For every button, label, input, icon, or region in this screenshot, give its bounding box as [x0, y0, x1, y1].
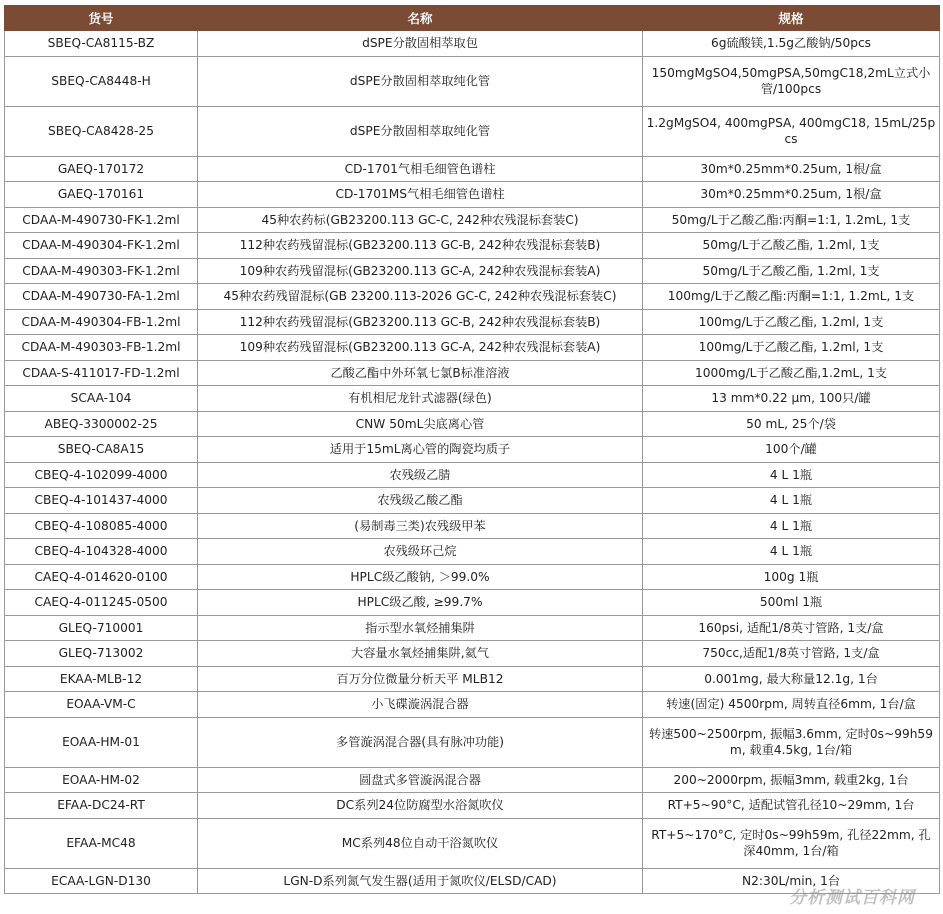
- cell-name: 农残级乙腈: [198, 462, 643, 488]
- cell-code: EOAA-HM-01: [5, 717, 198, 767]
- header-row: [5, 6, 940, 31]
- cell-code: GLEQ-710001: [5, 615, 198, 641]
- cell-code: CDAA-M-490730-FK-1.2ml: [5, 207, 198, 233]
- cell-name: 农残级环己烷: [198, 539, 643, 565]
- cell-name: HPLC级乙酸钠, ＞99.0%: [198, 564, 643, 590]
- table-row: [5, 182, 940, 208]
- cell-spec: 500ml 1瓶: [643, 590, 940, 616]
- cell-spec: 100mg/L于乙酸乙酯, 1.2ml, 1支: [643, 335, 940, 361]
- cell-name: 112种农药残留混标(GB23200.113 GC-B, 242种农残混标套装B): [198, 309, 643, 335]
- cell-code: EFAA-DC24-RT: [5, 793, 198, 819]
- cell-spec: 4 L 1瓶: [643, 539, 940, 565]
- cell-name: 小飞碟漩涡混合器: [198, 692, 643, 718]
- cell-name: 农残级乙酸乙酯: [198, 488, 643, 514]
- table-row: [5, 590, 940, 616]
- cell-spec: 6g硫酸镁,1.5g乙酸钠/50pcs: [643, 31, 940, 57]
- cell-spec: 100g 1瓶: [643, 564, 940, 590]
- cell-name: dSPE分散固相萃取包: [198, 31, 643, 57]
- cell-spec: 750cc,适配1/8英寸管路, 1支/盒: [643, 641, 940, 667]
- cell-code: SBEQ-CA8448-H: [5, 56, 198, 106]
- cell-code: CBEQ-4-108085-4000: [5, 513, 198, 539]
- cell-code: SBEQ-CA8A15: [5, 437, 198, 463]
- cell-code: ECAA-LGN-D130: [5, 868, 198, 894]
- cell-name: HPLC级乙酸, ≥99.7%: [198, 590, 643, 616]
- cell-spec: 1.2gMgSO4, 400mgPSA, 400mgC18, 15mL/25pcs: [643, 106, 940, 156]
- cell-code: EOAA-HM-02: [5, 767, 198, 793]
- cell-spec: 160psi, 适配1/8英寸管路, 1支/盒: [643, 615, 940, 641]
- table-row: [5, 641, 940, 667]
- table-row: [5, 207, 940, 233]
- cell-code: ABEQ-3300002-25: [5, 411, 198, 437]
- cell-code: CDAA-M-490304-FB-1.2ml: [5, 309, 198, 335]
- cell-name: DC系列24位防腐型水浴氮吹仪: [198, 793, 643, 819]
- cell-code: CBEQ-4-102099-4000: [5, 462, 198, 488]
- table-row: [5, 284, 940, 310]
- cell-name: CD-1701气相毛细管色谱柱: [198, 156, 643, 182]
- cell-spec: 4 L 1瓶: [643, 462, 940, 488]
- table-row: [5, 258, 940, 284]
- table-row: [5, 462, 940, 488]
- header-code: 货号: [5, 6, 198, 31]
- table-row: [5, 488, 940, 514]
- cell-name: 适用于15mL离心管的陶瓷均质子: [198, 437, 643, 463]
- cell-name: 45种农药标(GB23200.113 GC-C, 242种农残混标套装C): [198, 207, 643, 233]
- watermark: 分析测试百科网: [789, 888, 915, 908]
- cell-code: GLEQ-713002: [5, 641, 198, 667]
- table-row: [5, 31, 940, 57]
- table-header: [5, 6, 940, 31]
- cell-spec: 转速(固定) 4500rpm, 周转直径6mm, 1台/盒: [643, 692, 940, 718]
- table-row: [5, 717, 940, 767]
- table-row: [5, 666, 940, 692]
- cell-name: LGN-D系列氮气发生器(适用于氮吹仪/ELSD/CAD): [198, 868, 643, 894]
- cell-spec: 30m*0.25mm*0.25um, 1根/盒: [643, 156, 940, 182]
- table-row: [5, 309, 940, 335]
- header-spec: 规格: [643, 6, 940, 31]
- cell-code: SBEQ-CA8428-25: [5, 106, 198, 156]
- cell-spec: 30m*0.25mm*0.25um, 1根/盒: [643, 182, 940, 208]
- cell-spec: 200~2000rpm, 振幅3mm, 载重2kg, 1台: [643, 767, 940, 793]
- table-row: [5, 539, 940, 565]
- cell-spec: 100mg/L于乙酸乙酯, 1.2ml, 1支: [643, 309, 940, 335]
- cell-code: CDAA-M-490730-FA-1.2ml: [5, 284, 198, 310]
- cell-name: 指示型水氧烃捕集阱: [198, 615, 643, 641]
- table-row: [5, 335, 940, 361]
- cell-code: GAEQ-170161: [5, 182, 198, 208]
- cell-code: GAEQ-170172: [5, 156, 198, 182]
- cell-code: CAEQ-4-011245-0500: [5, 590, 198, 616]
- cell-spec: 4 L 1瓶: [643, 488, 940, 514]
- cell-spec: 50mg/L于乙酸乙酯:丙酮=1:1, 1.2mL, 1支: [643, 207, 940, 233]
- product-table: [4, 5, 940, 894]
- table-row: [5, 360, 940, 386]
- cell-spec: RT+5~170°C, 定时0s~99h59m, 孔径22mm, 孔深40mm, 1台/箱: [643, 818, 940, 868]
- cell-name: CNW 50mL尖底离心管: [198, 411, 643, 437]
- header-name: 名称: [198, 6, 643, 31]
- cell-name: (易制毒三类)农残级甲苯: [198, 513, 643, 539]
- cell-spec: 4 L 1瓶: [643, 513, 940, 539]
- table-row: [5, 233, 940, 259]
- table-row: [5, 106, 940, 156]
- cell-name: CD-1701MS气相毛细管色谱柱: [198, 182, 643, 208]
- cell-spec: 100个/罐: [643, 437, 940, 463]
- table-row: [5, 411, 940, 437]
- cell-code: EKAA-MLB-12: [5, 666, 198, 692]
- cell-spec: 50mg/L于乙酸乙酯, 1.2ml, 1支: [643, 233, 940, 259]
- table-row: [5, 615, 940, 641]
- cell-name: dSPE分散固相萃取纯化管: [198, 106, 643, 156]
- table-row: [5, 513, 940, 539]
- cell-spec: 转速500~2500rpm, 振幅3.6mm, 定时0s~99h59m, 载重4.5kg, 1台/箱: [643, 717, 940, 767]
- cell-spec: 150mgMgSO4,50mgPSA,50mgC18,2mL立式小管/100pcs: [643, 56, 940, 106]
- table-row: [5, 437, 940, 463]
- cell-name: dSPE分散固相萃取纯化管: [198, 56, 643, 106]
- cell-spec: 13 mm*0.22 μm, 100只/罐: [643, 386, 940, 412]
- cell-spec: N2:30L/min, 1台: [643, 868, 940, 894]
- table-row: [5, 692, 940, 718]
- table-row: [5, 767, 940, 793]
- cell-spec: RT+5~90°C, 适配试管孔径10~29mm, 1台: [643, 793, 940, 819]
- table-body: [5, 31, 940, 894]
- cell-code: CDAA-M-490303-FB-1.2ml: [5, 335, 198, 361]
- cell-spec: 0.001mg, 最大称量12.1g, 1台: [643, 666, 940, 692]
- cell-spec: 100mg/L于乙酸乙酯:丙酮=1:1, 1.2mL, 1支: [643, 284, 940, 310]
- cell-spec: 50mg/L于乙酸乙酯, 1.2ml, 1支: [643, 258, 940, 284]
- cell-name: MC系列48位自动干浴氮吹仪: [198, 818, 643, 868]
- table-row: [5, 56, 940, 106]
- cell-code: SCAA-104: [5, 386, 198, 412]
- cell-name: 大容量水氧烃捕集阱,氦气: [198, 641, 643, 667]
- cell-name: 109种农药残留混标(GB23200.113 GC-A, 242种农残混标套装A): [198, 258, 643, 284]
- table-row: [5, 156, 940, 182]
- table-row: [5, 818, 940, 868]
- table-row: [5, 386, 940, 412]
- cell-name: 多管漩涡混合器(具有脉冲功能): [198, 717, 643, 767]
- cell-spec: 50 mL, 25个/袋: [643, 411, 940, 437]
- cell-name: 109种农药残留混标(GB23200.113 GC-A, 242种农残混标套装A): [198, 335, 643, 361]
- cell-spec: 1000mg/L于乙酸乙酯,1.2mL, 1支: [643, 360, 940, 386]
- cell-code: CDAA-M-490304-FK-1.2ml: [5, 233, 198, 259]
- cell-name: 45种农药残留混标(GB 23200.113-2026 GC-C, 242种农残混标套装C): [198, 284, 643, 310]
- cell-code: EOAA-VM-C: [5, 692, 198, 718]
- table-row: [5, 564, 940, 590]
- cell-code: SBEQ-CA8115-BZ: [5, 31, 198, 57]
- cell-name: 112种农药残留混标(GB23200.113 GC-B, 242种农残混标套装B): [198, 233, 643, 259]
- cell-code: CBEQ-4-101437-4000: [5, 488, 198, 514]
- cell-name: 乙酸乙酯中外环氧七氯B标准溶液: [198, 360, 643, 386]
- cell-name: 有机相尼龙针式滤器(绿色): [198, 386, 643, 412]
- cell-code: EFAA-MC48: [5, 818, 198, 868]
- cell-name: 百万分位微量分析天平 MLB12: [198, 666, 643, 692]
- table-row: [5, 793, 940, 819]
- cell-code: CDAA-M-490303-FK-1.2ml: [5, 258, 198, 284]
- cell-code: CBEQ-4-104328-4000: [5, 539, 198, 565]
- cell-code: CAEQ-4-014620-0100: [5, 564, 198, 590]
- cell-name: 圆盘式多管漩涡混合器: [198, 767, 643, 793]
- cell-code: CDAA-S-411017-FD-1.2ml: [5, 360, 198, 386]
